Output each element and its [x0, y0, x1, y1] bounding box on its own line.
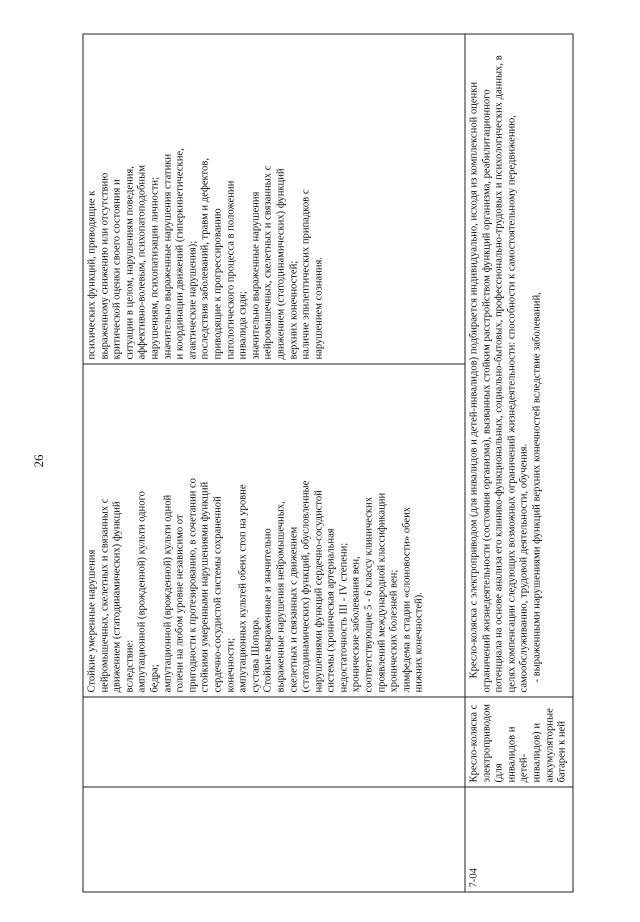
item-name-cell: [83, 697, 465, 787]
description-cell: [465, 34, 573, 697]
description-continuation: - выраженными нарушениями функций верхних конечностей вследствие заболеваний,: [531, 292, 543, 683]
item-name-cell: Кресло-коляска с электроприводом (для инвалидов и детей- инвалидов) и аккумуляторные батареи к ней: [465, 697, 573, 787]
prosthetics-table: [83, 34, 574, 893]
contraindications-cell: психических функций, приводящие к выраженному снижению или отсутствию критической оценки своего состояния и ситуации в целом, нарушениям поведения, аффективно-волевым, психопатоподобным нарушениям, психопатизации личности; значительно выраженные нарушения статики и координации движений (гиперкинетические, атактические нарушения); последствия заболеваний, травм и дефектов, приводящие к прогрессированию патологического процесса в положении инвалида сидя; значительно выраженные нарушения нейромышечных, скелетных и связанных с движением (статодинамических) функций верхних конечностей; наличие эпилептических припадков с нарушением сознания.: [83, 34, 465, 364]
table-row: [465, 34, 573, 892]
item-number-cell: [83, 787, 465, 892]
rotated-document-page: [83, 35, 570, 893]
indications-cell: Стойкие умеренные нарушения нейромышечных, скелетных и связанных с движением (статодинамических) функций вследствие: ампутационной (врожденной) культи одного бедра; ампутационной (врожденной) культи одной голени на любом уровне независимо от пригодности к протезированию, в сочетании со стойкими умеренными нарушениями функций сердечно-сосудистой системы сохраненной конечности; ампутационных культей обеих стоп на уровне сустава Шопара. Стойкие выраженные и значительно выраженные нарушения нейромышечных, скелетных и связанных с движением (статодинамических) функций, обусловленные нарушениями функций сердечно-сосудистой системы (хроническая артериальная недостаточность III - IV степени; хронические заболевания вен, соответствующие 5 - 6 классу клинических проявлений международной классификации хронических болезней вен; лимфедема в стадии «слоновости» обеих нижних конечностей).: [83, 364, 465, 697]
table-row: [83, 34, 465, 892]
description-paragraph: Кресло-коляска с электроприводом (для инвалидов и детей-инвалидов) подбирается индивидуально, исходя из комплексной оценки ограничений жизнедеятельности (состояния организма), вызванных стойким расстройством функций организма, реабилитационного потенциала на основе анализа его клинико-функциональных, социально-бытовых, профессионально-трудовых и психологических данных, в целях компенсации следующих возможных ограничений жизнедеятельности: способности к самостоятельному передвижению, самообслуживанию, трудовой деятельности, обучения.: [468, 55, 530, 693]
item-number-cell: 7-04: [465, 787, 573, 892]
page-number: 26: [31, 454, 46, 468]
